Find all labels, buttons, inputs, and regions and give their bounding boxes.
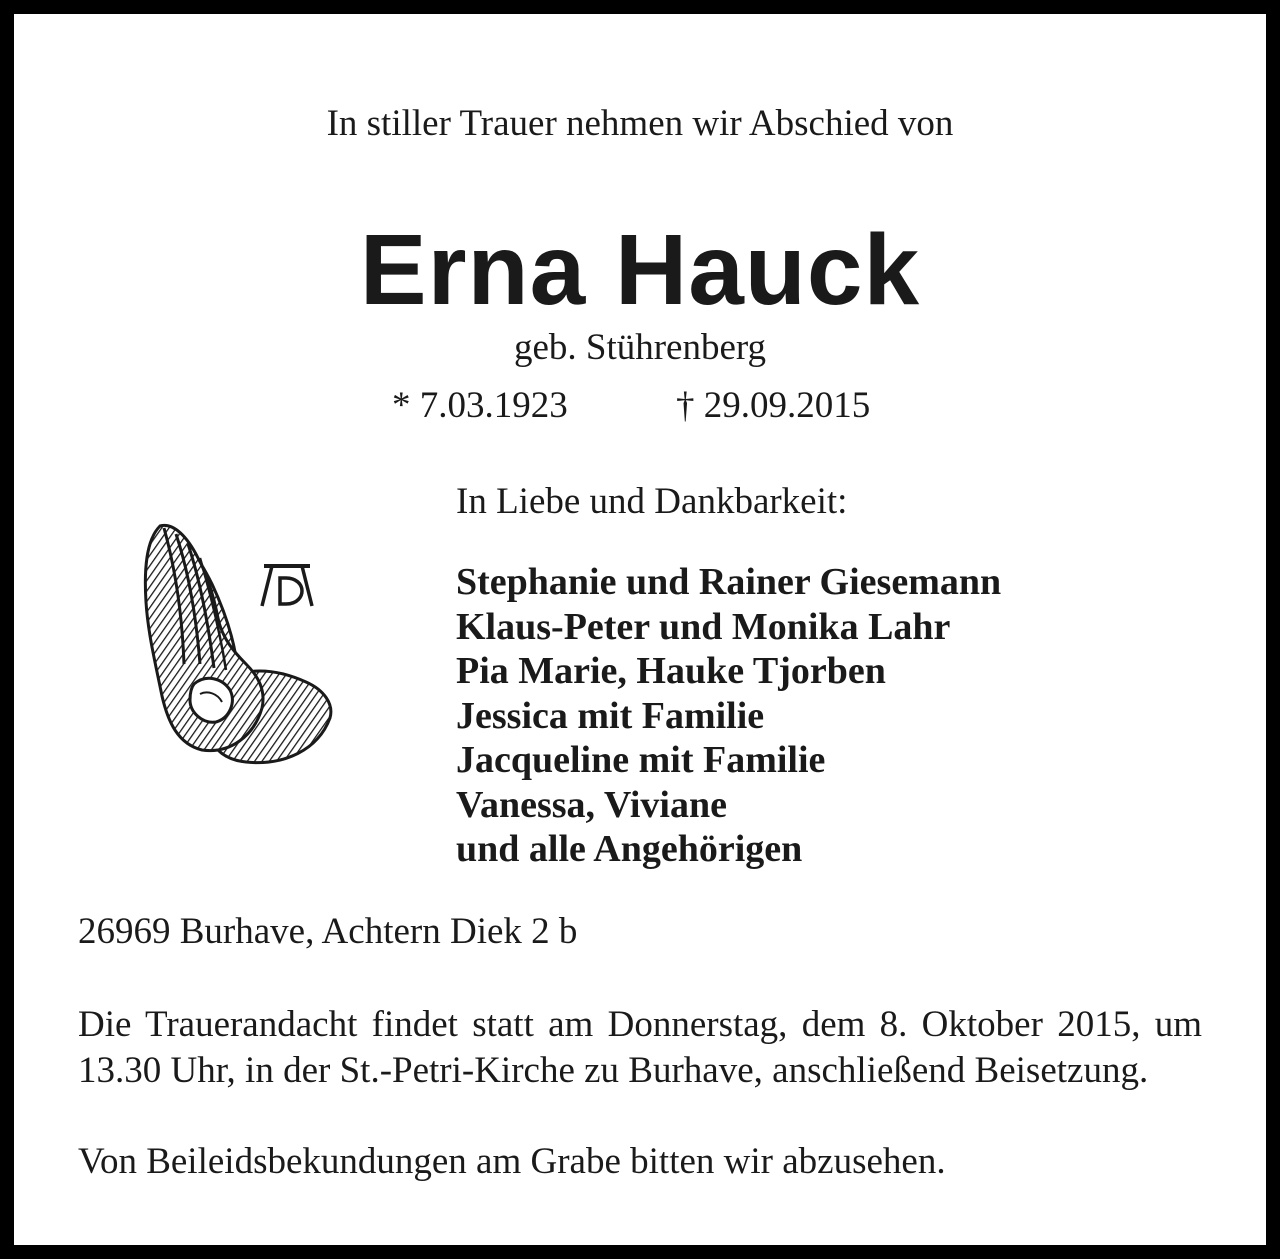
intro-line: In stiller Trauer nehmen wir Abschied von <box>326 103 954 144</box>
dedication-line: In Liebe und Dankbarkeit: <box>456 481 848 522</box>
list-item: Pia Marie, Hauke Tjorben <box>456 650 886 692</box>
duerer-monogram-icon <box>258 562 316 613</box>
condolence-note: Von Beileidsbekundungen am Grabe bitten wir abzusehen. <box>78 1141 946 1182</box>
service-paragraph: Die Trauerandacht findet statt am Donnerstag, dem 8. Oktober 2015, um 13.30 Uhr, in der St.-Petri-Kirche zu Burhave, anschließend Beisetzung. <box>78 1004 1202 1091</box>
obituary-notice <box>14 14 1266 1245</box>
birth-date: * 7.03.1923 <box>392 385 568 426</box>
mourners-list <box>456 560 1001 872</box>
death-date: † 29.09.2015 <box>676 385 871 426</box>
list-item: Jacqueline mit Familie <box>456 739 826 781</box>
list-item: und alle Angehörigen <box>456 828 803 870</box>
birth-name: geb. Stührenberg <box>513 327 767 368</box>
list-item: Vanessa, Viviane <box>456 783 727 826</box>
address-line: 26969 Burhave, Achtern Diek 2 b <box>78 911 578 952</box>
list-item: Jessica mit Familie <box>456 694 765 737</box>
list-item: Klaus-Peter und Monika Lahr <box>456 605 951 648</box>
deceased-name: Erna Hauck <box>359 214 921 326</box>
praying-hands-icon <box>134 514 344 779</box>
list-item: Stephanie und Rainer Giesemann <box>456 561 1002 603</box>
